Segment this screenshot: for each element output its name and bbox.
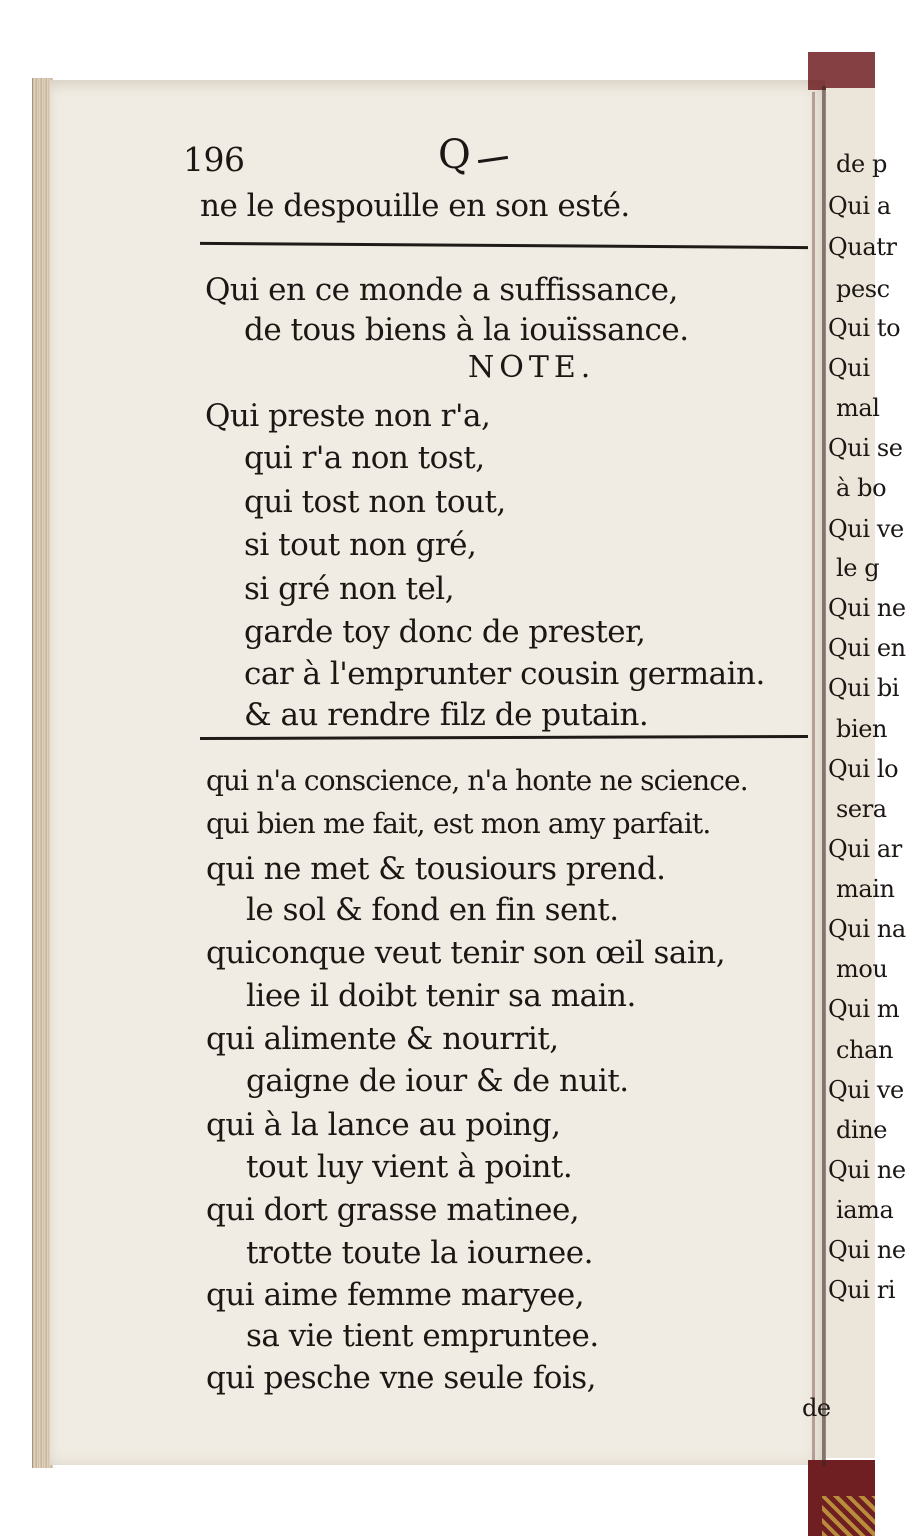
proverb-line: & au rendre filz de putain. xyxy=(244,697,649,733)
next-page-line: mal xyxy=(836,394,880,422)
proverb-line: qui à la lance au poing, xyxy=(206,1107,561,1143)
proverb-line: qui dort grasse matinee, xyxy=(206,1192,580,1228)
proverb-line: Qui preste non r'a, xyxy=(205,398,491,434)
proverb-line: qui n'a conscience, n'a honte ne science. xyxy=(206,764,748,797)
next-page-line: iama xyxy=(836,1196,894,1224)
proverb-line: le sol & fond en fin sent. xyxy=(246,892,619,928)
proverb-line: quiconque veut tenir son œil sain, xyxy=(206,935,726,971)
next-page-line: à bo xyxy=(836,474,887,502)
next-page-line: Qui ne xyxy=(828,594,906,622)
proverb-line: qui pesche vne seule fois, xyxy=(206,1360,597,1396)
next-page-line: main xyxy=(836,875,895,903)
proverb-line: qui ne met & tousiours prend. xyxy=(206,851,666,887)
next-page-line: Qui ve xyxy=(828,515,904,543)
next-page-line: Qui na xyxy=(828,915,906,943)
next-page-line: Qui ve xyxy=(828,1076,904,1104)
next-page-line: Qui a xyxy=(828,192,891,220)
note-heading: NOTE. xyxy=(468,350,596,385)
next-page-line: Qui se xyxy=(828,434,903,462)
next-page-line: chan xyxy=(836,1036,894,1064)
next-page-line: Qui to xyxy=(828,314,901,342)
next-page-line: Qui ar xyxy=(828,835,902,863)
gold-tooling xyxy=(822,1496,875,1536)
next-page-line: Qui ri xyxy=(828,1276,896,1304)
next-page-line: Qui ne xyxy=(828,1156,906,1184)
right-page-fragment xyxy=(826,88,906,1458)
proverb-line: Qui en ce monde a suffissance, xyxy=(205,272,678,308)
proverb-line: qui alimente & nourrit, xyxy=(206,1021,559,1057)
next-page-line: mou xyxy=(836,955,888,983)
next-page-line: de p xyxy=(836,150,887,178)
next-page-line: sera xyxy=(836,795,887,823)
proverb-line: qui aime femme maryee, xyxy=(206,1277,585,1313)
catchword: de xyxy=(802,1394,831,1422)
running-line: ne le despouille en son esté. xyxy=(200,188,630,224)
proverb-line: qui tost non tout, xyxy=(244,484,506,520)
binding-top xyxy=(808,52,875,90)
page-number: 196 xyxy=(183,140,245,179)
next-page-line: Qui en xyxy=(828,634,906,662)
proverb-line: sa vie tient empruntee. xyxy=(246,1318,599,1354)
next-page-line: pesc xyxy=(836,275,890,303)
next-page-line: Qui bi xyxy=(828,674,900,702)
next-page-line: le g xyxy=(836,554,880,582)
proverb-line: car à l'emprunter cousin germain. xyxy=(244,656,765,692)
next-page-line: Quatr xyxy=(828,233,897,261)
proverb-line: garde toy donc de prester, xyxy=(244,614,646,650)
proverb-line: liee il doibt tenir sa main. xyxy=(246,978,636,1014)
proverb-line: qui bien me fait, est mon amy parfait. xyxy=(206,807,711,840)
proverb-line: qui r'a non tost, xyxy=(244,440,485,476)
next-page-line: Qui lo xyxy=(828,755,899,783)
proverb-line: si gré non tel, xyxy=(244,571,455,607)
proverb-line: gaigne de iour & de nuit. xyxy=(246,1063,629,1099)
next-page-line: bien xyxy=(836,715,888,743)
next-page-line: Qui ne xyxy=(828,1236,906,1264)
next-page-line: Qui xyxy=(828,354,870,382)
next-page-line: dine xyxy=(836,1116,888,1144)
proverb-line: trotte toute la iournee. xyxy=(246,1235,593,1271)
proverb-line: si tout non gré, xyxy=(244,527,477,563)
binding-shadow xyxy=(812,92,815,1462)
proverb-line: de tous biens à la iouïssance. xyxy=(244,312,689,348)
next-page-line: Qui m xyxy=(828,995,900,1023)
binding-bottom xyxy=(808,1460,875,1536)
signature-letter: Q xyxy=(438,132,471,178)
proverb-line: tout luy vient à point. xyxy=(246,1149,573,1185)
